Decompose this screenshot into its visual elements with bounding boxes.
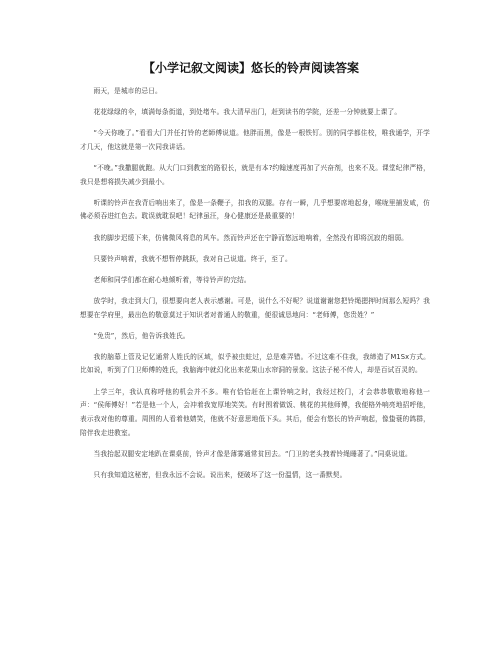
paragraph: “不晚。”我撒腿就跑。从大门口到教室的路很长，就是有本?约翰速度再加了兴奋剂，也来不及。课堂纪律严格，我只是想将损失减少到最小。	[80, 163, 430, 186]
paragraph: “免贵”，然后，他告诉我姓氏。	[93, 331, 190, 340]
document-title: 【小学记叙文阅读】悠长的铃声阅读答案	[142, 61, 359, 75]
paragraph: 只有我知道这秘密，但我永远不会说。说出来，便破坏了这一份温情，这一番默契。	[93, 470, 347, 479]
paragraph: 花花绿绿的伞，填满每条街道，到处堵车。我大清早出门，赶到读书的学院，还差一分钟就要上课了。	[93, 108, 402, 117]
document-body	[80, 85, 430, 490]
paragraph: 雨天，是城市的忌日。	[93, 87, 162, 95]
paragraph: “今天你晚了。”看看大门并任打铃的老師傅说道。他胖而黑，像是一根铁钉。别的同学都住校，唯我通学，开学才几天，他这就是第一次同我讲话。	[80, 129, 430, 151]
paragraph: 听课的铃声在我背后响出来了，像是一条鞭子，扣我的双腿。存有一瞬，几乎想要席地起身，喉咙里捕发咸，仿佛必须吞进红色去。耽误就耽误吧！纪律虽汪，身心健康还是最重要的！	[80, 198, 430, 221]
paragraph: 只要铃声响着，我就不想暂停跳跃，我对自己说道。终于，至了。	[93, 254, 292, 263]
paragraph: 放学时，我走到大门，很想要向老人表示感谢。可是，说什么不好呢？说道谢谢您把铃绳摁押时间那么短吗？我想要在学府里，最出色的敬意莫过于知识者对普通人的敬重，便很诚恳地问：“老师傅，您贵姓？”	[80, 296, 430, 319]
paragraph: 当我抬起双腿安定地趴在课桌前，铃声才像是薄雾通常贫回去。“门卫的老头拽着铃绳睡著了。”同桌说道。	[93, 449, 412, 458]
paragraph: 我的脑幕上管及记忆通常人姓氏的区域，似乎被虫蛀过，总是难弄错。不过这难不住我，我缔造了M1Sx方式。比如说，听到了门卫师傅的姓氏，我脑海中就幻化出来花果山水帘洞的景象。这法子秘不传人，却是百试百灵的。	[80, 352, 430, 375]
paragraph: 老师和同学们都在耐心地倾听着，等待铃声的完结。	[93, 275, 251, 284]
paragraph: 我的脚步迟缓下来，仿佛微风将息的风车。然而铃声还在宁静而悠远地响着，全然没有即将沉寂的细弱。	[93, 233, 409, 242]
paragraph: 上学三年，我认真称呼他的机会并不多。唯有恰恰赶在上课铃响之时，我经过校门，才会恭恭敬敬地称他一声：“侯师傅好！”若是他一个人，会冲着我宽厚地笑笑。有时围着做饭、桃花的其他师傅，我便格外响亮地招呼他，表示我对他的尊重。周围的人看着他婧笑，他就不好意思地低下头。其后，便会有悠长的铃声响起，像蛰蓑的鸽群，陪伴我走进教室。	[80, 387, 430, 437]
